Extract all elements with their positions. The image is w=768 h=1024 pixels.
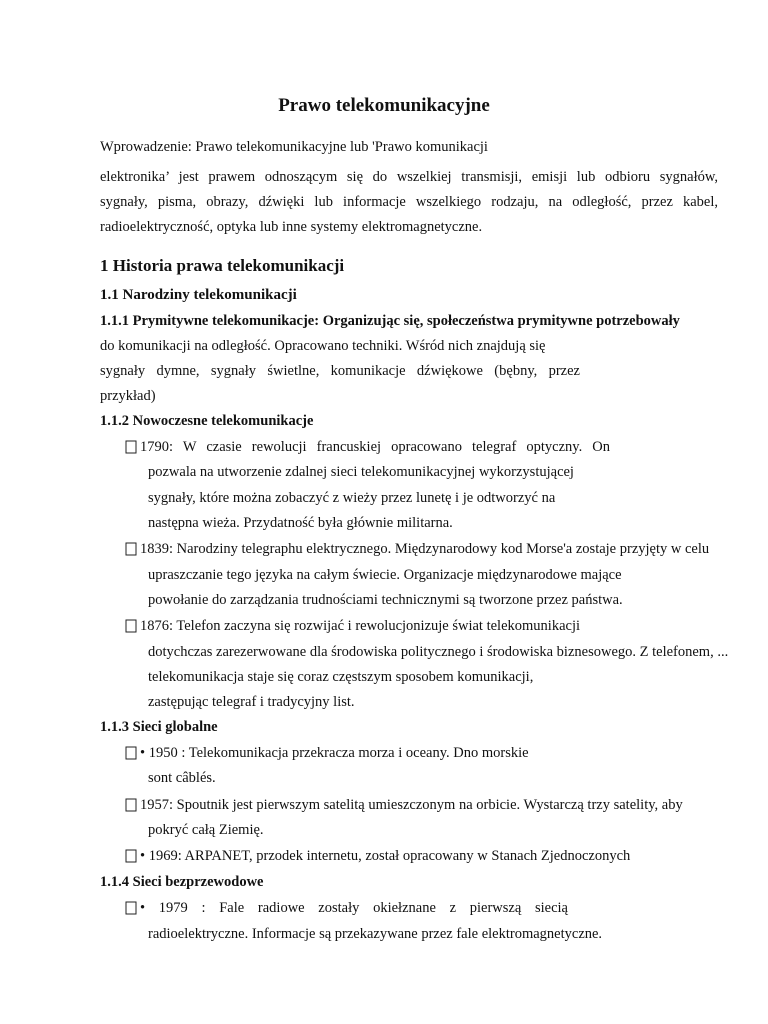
list-item-line: telekomunikacja staje się coraz częstszym sposobem komunikacji, xyxy=(148,669,534,685)
subsubsection-heading: 1.1.2 Nowoczesne telekomunikacje xyxy=(100,413,314,429)
subsection-heading: 1.1 Narodziny telekomunikacji xyxy=(100,287,297,303)
list-item-line: 1839: Narodziny telegraphu elektrycznego. Międzynarodowy kod Morse'a zostaje przyjęty w celu xyxy=(140,541,710,557)
list-item-line: • 1969: ARPANET, przodek internetu, został opracowany w Stanach Zjednoczonych xyxy=(140,848,631,864)
list-item-line: 1790: W czasie rewolucji francuskiej opracowano telegraf optyczny. On xyxy=(140,439,610,455)
list-item-line: pokryć całą Ziemię. xyxy=(148,822,264,838)
list-item-line: 1957: Spoutnik jest pierwszym satelitą umieszczonym na orbicie. Wystarczą trzy satelity, aby xyxy=(140,797,683,813)
list-item-line: zastępując telegraf i tradycyjny list. xyxy=(148,694,355,710)
list-item-line: powołanie do zarządzania trudnościami technicznymi są tworzone przez państwa. xyxy=(148,592,623,608)
intro-line: Wprowadzenie: Prawo telekomunikacyjne lub 'Prawo komunikacji xyxy=(100,139,488,155)
intro-line: radioelektryczność, optyka lub inne systemy elektromagnetyczne. xyxy=(100,219,483,235)
list-item-line: pozwala na utworzenie zdalnej sieci telekomunikacyjnej wykorzystującej xyxy=(148,464,574,480)
body-line: sygnały dymne, sygnały świetlne, komunikacje dźwiękowe (bębny, przez xyxy=(100,363,580,379)
missing-glyph-box-icon xyxy=(125,746,139,760)
missing-glyph-box-icon xyxy=(125,542,139,556)
body-line: do komunikacji na odległość. Opracowano techniki. Wśród nich znajdują się xyxy=(100,338,546,354)
missing-glyph-box-icon xyxy=(125,798,139,812)
missing-glyph-box-icon xyxy=(125,849,139,863)
list-item-line: • 1950 : Telekomunikacja przekracza morza i oceany. Dno morskie xyxy=(140,745,529,761)
body-line: przykład) xyxy=(100,388,156,404)
missing-glyph-box-icon xyxy=(125,619,139,633)
list-item-line: • 1979 : Fale radiowe zostały okiełznane z pierwszą siecią xyxy=(140,900,568,916)
list-item-line: sont câblés. xyxy=(148,770,216,786)
subsubsection-heading: 1.1.4 Sieci bezprzewodowe xyxy=(100,874,264,890)
list-item-line: sygnały, które można zobaczyć z wieży przez lunetę i je odtworzyć na xyxy=(148,490,556,506)
list-item-line: 1876: Telefon zaczyna się rozwijać i rewolucjonizuje świat telekomunikacji xyxy=(140,618,580,634)
missing-glyph-box-icon xyxy=(125,901,139,915)
section-heading: 1 Historia prawa telekomunikacji xyxy=(100,256,345,275)
list-item-line: upraszczanie tego języka na całym świecie. Organizacje międzynarodowe mające xyxy=(148,567,622,583)
intro-line: sygnały, pisma, obrazy, dźwięki lub informacje wszelkiego rodzaju, na odległość, przez kabel, xyxy=(100,194,718,210)
document-title: Prawo telekomunikacyjne xyxy=(278,95,490,116)
missing-glyph-box-icon xyxy=(125,440,139,454)
list-item-line: następna wieża. Przydatność była głównie militarna. xyxy=(148,515,453,531)
list-item-line: dotychczas zarezerwowane dla środowiska politycznego i środowiska biznesowego. Z telefonem, ... xyxy=(148,644,729,660)
list-item-line: radioelektryczne. Informacje są przekazywane przez fale elektromagnetyczne. xyxy=(148,926,603,942)
subsubsection-heading: 1.1.3 Sieci globalne xyxy=(100,719,218,735)
intro-line: elektronika’ jest prawem odnoszącym się do wszelkiej transmisji, emisji lub odbioru sygnałów, xyxy=(100,169,718,185)
subsubsection-heading: 1.1.1 Prymitywne telekomunikacje: Organizując się, społeczeństwa prymitywne potrzebowały xyxy=(100,313,680,329)
